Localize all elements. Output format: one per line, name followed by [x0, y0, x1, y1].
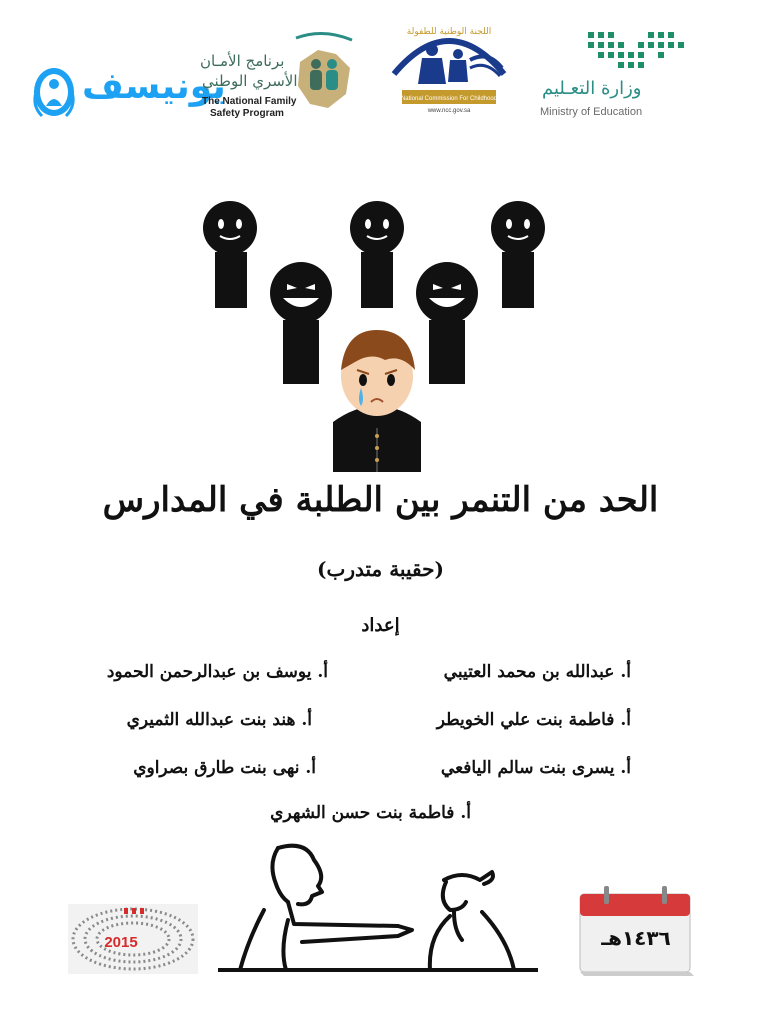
figure-left-back	[203, 201, 257, 308]
author-2: أ. يوسف بن عبدالرحمن الحمود	[106, 662, 328, 682]
ncc-url: www.ncc.gov.sa	[427, 108, 471, 114]
logo-bar	[0, 0, 761, 140]
ncc-logo	[384, 20, 514, 115]
ncc-english: National Commission For Childhood	[400, 96, 498, 102]
moe-logo	[536, 26, 696, 121]
family-safety-english-line2: Safety Program	[210, 108, 284, 119]
figure-right-mid	[416, 262, 478, 384]
author-1: أ. عبدالله بن محمد العتيبي	[443, 662, 631, 682]
hijri-year-label: ١٤٣٦هـ	[601, 926, 671, 950]
ncc-arabic: اللجنة الوطنية للطفولة	[406, 27, 492, 37]
author-5: أ. يسرى بنت سالم اليافعي	[440, 758, 631, 778]
saudi-map-family-icon	[288, 28, 358, 116]
family-safety-arabic-line1: برنامج الأمـان	[200, 52, 285, 70]
family-safety-english-line1: The National Family	[202, 96, 297, 107]
bottom-illustrations	[0, 840, 761, 1024]
moe-english: Ministry of Education	[540, 106, 643, 118]
bullying-illustration	[195, 190, 565, 472]
unicef-wordmark: يونيسف	[82, 66, 226, 107]
unicef-emblem-icon	[30, 62, 78, 122]
unicef-logo	[30, 60, 226, 130]
figure-left-mid	[270, 262, 332, 384]
moe-dots-icon	[586, 26, 686, 74]
family-safety-arabic-line2: الأسري الوطني	[202, 72, 298, 90]
arguing-people-illustration	[218, 840, 538, 972]
author-6: أ. نهى بنت طارق بصراوي	[133, 758, 316, 778]
document-title: الحد من التنمر بين الطلبة في المدارس	[102, 480, 659, 520]
family-safety-logo	[200, 28, 360, 123]
prepared-by-label: إعداد	[361, 615, 400, 636]
document-subtitle: (حقيبة متدرب)	[317, 557, 444, 581]
author-7: أ. فاطمة بنت حسن الشهري	[270, 803, 471, 823]
author-4: أ. هند بنت عبدالله الثميري	[126, 710, 312, 730]
crying-boy	[333, 330, 421, 472]
author-3: أ. فاطمة بنت علي الخويطر	[436, 710, 631, 730]
moe-arabic: وزارة التعـليم	[542, 78, 642, 99]
figure-center-back	[350, 201, 404, 308]
figure-right-back	[491, 201, 545, 308]
year-label: 2015	[104, 934, 138, 951]
